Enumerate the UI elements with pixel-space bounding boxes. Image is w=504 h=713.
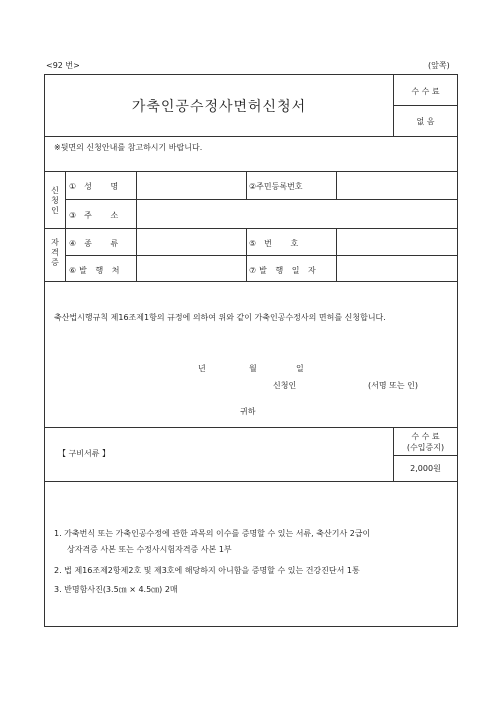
middle-column-line-1 bbox=[246, 171, 247, 199]
recipient-label: 귀하 bbox=[240, 407, 256, 416]
application-statement: 축산법시행규칙 제16조제1항의 규정에 의하여 위와 같이 가축인공수정사의 면허를 신청합니다. bbox=[54, 313, 386, 322]
doc-fee-sub: (수입증지) bbox=[406, 443, 445, 452]
label-column-line bbox=[136, 171, 137, 281]
document-item-1: 1. 가축번식 또는 가축인공수정에 관한 과목의 이수를 증명할 수 있는 서류, 축산기사 2급이 bbox=[54, 529, 371, 538]
license-number-label: ⑤번 호 bbox=[249, 239, 307, 248]
table-bottom-line bbox=[44, 281, 458, 282]
name-label: ①성 명 bbox=[69, 182, 127, 191]
title-bottom-line bbox=[44, 136, 458, 137]
license-section-label: 자격증 bbox=[51, 238, 59, 267]
table-top-line bbox=[44, 171, 458, 172]
fee-box-middle-line bbox=[393, 105, 458, 106]
fee-label: 수 수 료 bbox=[411, 87, 440, 96]
license-type-label: ④종 류 bbox=[69, 239, 127, 248]
documents-header-bottom-line bbox=[44, 481, 458, 482]
form-title: 가축인공수정사면허신청서 bbox=[131, 99, 307, 115]
fee-value: 없 음 bbox=[416, 117, 435, 126]
doc-fee-middle-line bbox=[393, 455, 458, 456]
middle-column-line-2 bbox=[336, 171, 337, 199]
row-line-2 bbox=[44, 228, 458, 229]
date-day: 일 bbox=[296, 364, 304, 373]
section-column-line bbox=[65, 171, 66, 281]
signature-or-seal: (서명 또는 인) bbox=[368, 381, 418, 390]
applicant-section-label: 신청인 bbox=[51, 186, 59, 215]
address-label: ③주 소 bbox=[69, 211, 127, 220]
page-side: (앞쪽) bbox=[428, 61, 450, 70]
applicant-sign-label: 신청인 bbox=[273, 381, 297, 390]
issue-date-label: ⑦발 행 일 자 bbox=[249, 266, 319, 275]
guidance-note: ※뒷면의 신청안내를 참고하시기 바랍니다. bbox=[54, 143, 203, 152]
row-line-1 bbox=[65, 199, 458, 200]
document-item-2: 2. 법 제16조제2항제2호 및 제3호에 해당하지 아니함을 증명할 수 있는 건강진단서 1통 bbox=[54, 566, 360, 575]
date-month: 월 bbox=[249, 364, 257, 373]
doc-fee-value: 2,000원 bbox=[410, 464, 441, 473]
form-number: <92 번> bbox=[46, 61, 80, 70]
row-line-3 bbox=[65, 255, 458, 256]
date-year: 년 bbox=[198, 364, 206, 373]
documents-title: 【 구비서류 】 bbox=[58, 449, 110, 458]
rrn-label: ②주민등록번호 bbox=[249, 182, 303, 191]
doc-fee-label: 수 수 료 bbox=[411, 432, 440, 441]
document-item-3: 3. 반명함사진(3.5㎝ × 4.5㎝) 2매 bbox=[54, 585, 178, 594]
issuer-label: ⑥발 행 처 bbox=[69, 266, 123, 275]
documents-top-line bbox=[44, 427, 458, 428]
document-item-1-cont: 상자격증 사본 또는 수정사시험자격증 사본 1부 bbox=[67, 545, 232, 554]
